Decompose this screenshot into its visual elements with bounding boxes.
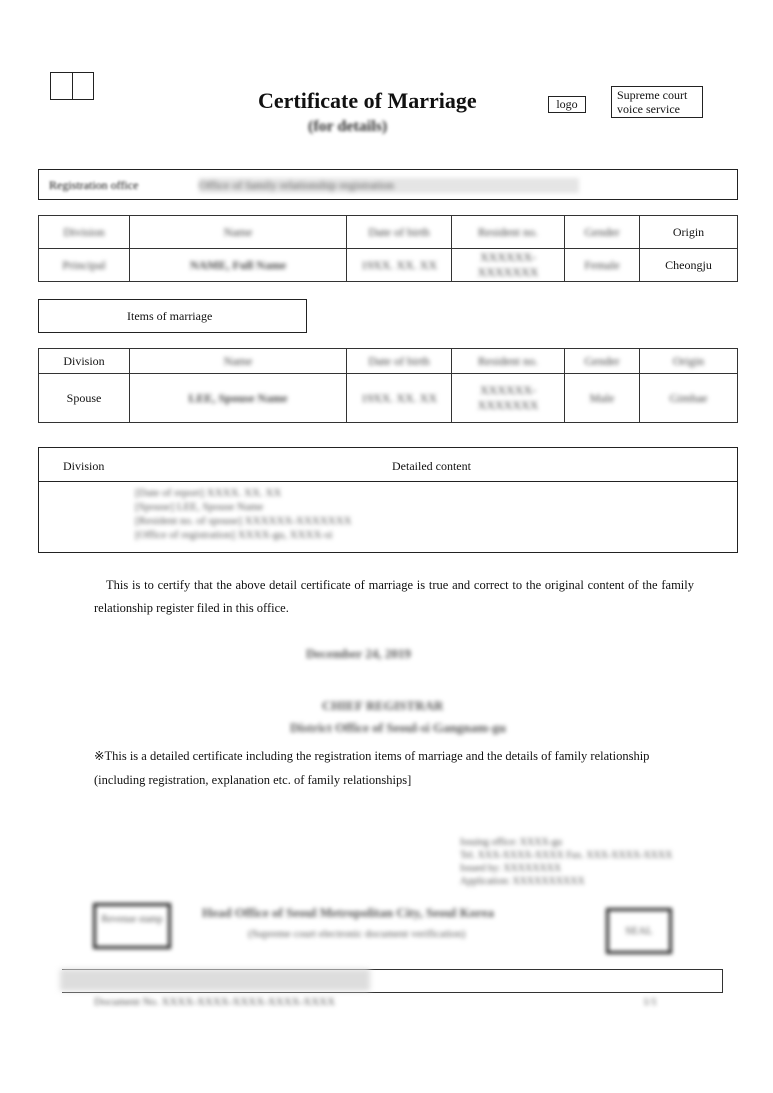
person-header-cell: Division [39, 216, 130, 249]
spouse-header-cell: Resident no. [452, 349, 565, 374]
person-cell: XXXXXX-XXXXXXX [452, 249, 565, 282]
stamp-boxes [50, 72, 94, 100]
footer-info-line: Issued by: XXXXXXXX [460, 863, 562, 874]
detail-line: [Spouse] LEE, Spouse Name [135, 501, 264, 513]
spouse-header-cell: Origin [640, 349, 738, 374]
footer-info [460, 836, 672, 888]
registration-value: Office of family relationship registration [199, 178, 579, 193]
person-header-cell: Gender [565, 216, 640, 249]
official-seal-box: SEAL [606, 908, 672, 954]
person-row [39, 249, 738, 282]
footer-info-line: Tel. XXX-XXXX-XXXX Fax. XXX-XXXX-XXXX [460, 850, 673, 861]
spouse-header-row [39, 349, 738, 374]
seal-sub-text: (Supreme court electronic document verification) [248, 928, 466, 940]
service-box: Supreme court voice service [611, 86, 703, 118]
detail-line: [Date of report] XXXX. XX. XX [135, 487, 282, 499]
person-table [38, 215, 738, 282]
revenue-stamp-box: Revenue stamp [93, 903, 171, 949]
person-cell: Female [565, 249, 640, 282]
person-cell: Cheongju [640, 249, 738, 282]
page-title: Certificate of Marriage [258, 88, 477, 113]
person-cell: NAME, Full Name [130, 249, 347, 282]
footer-info-line: Application: XXXXXXXXXX [460, 876, 585, 887]
spouse-header-cell: Gender [565, 349, 640, 374]
issue-date: December 24, 2019 [306, 646, 411, 661]
detail-line: [Office of registration] XXXX-gu, XXXX-si [135, 529, 333, 541]
page-number: 1/1 [643, 996, 658, 1008]
detail-content [135, 486, 435, 542]
logo-box: logo [548, 96, 586, 113]
issuer-name: CHIEF REGISTRAR [322, 698, 444, 713]
items-of-marriage-box [38, 299, 307, 333]
note-text: ※This is a detailed certificate including the registration items of marriage and the details of family relationship (including registration, explanation etc. of family relationships] [94, 749, 650, 787]
page-subtitle: (for details) [308, 118, 388, 135]
spouse-row [39, 374, 738, 423]
detail-header-division: Division [63, 459, 105, 473]
spouse-cell: Male [565, 374, 640, 423]
spouse-header-cell: Division [39, 349, 130, 374]
person-header-cell: Resident no. [452, 216, 565, 249]
spouse-header-cell: Date of birth [347, 349, 452, 374]
document-number: Document No. XXXX-XXXX-XXXX-XXXX-XXXX [94, 996, 336, 1008]
person-header-cell: Origin [640, 216, 738, 249]
footer-info-line: Issuing office: XXXX-gu [460, 837, 563, 848]
spouse-cell: 19XX. XX. XX [347, 374, 452, 423]
bottom-bar-blur [60, 969, 370, 991]
spouse-header-cell: Name [130, 349, 347, 374]
detail-header-content: Detailed content [392, 459, 471, 473]
person-cell: 19XX. XX. XX [347, 249, 452, 282]
spouse-cell: Gimhae [640, 374, 738, 423]
spouse-cell: LEE, Spouse Name [130, 374, 347, 423]
spouse-table [38, 348, 738, 423]
certify-text: This is to certify that the above detail certificate of marriage is true and correct to the original content of the family relationship register filed in this office. [94, 578, 694, 615]
spouse-cell: Spouse [39, 374, 130, 423]
detail-line: [Resident no. of spouse] XXXXXX-XXXXXXX [135, 515, 352, 527]
person-header-cell: Date of birth [347, 216, 452, 249]
spouse-cell: XXXXXX-XXXXXXX [452, 374, 565, 423]
registration-row [38, 169, 738, 200]
person-header-cell: Name [130, 216, 347, 249]
detail-table [38, 447, 738, 553]
person-cell: Principal [39, 249, 130, 282]
issuer-office: District Office of Seoul-si Gangnam-gu [290, 720, 506, 735]
seal-main-text: Head Office of Seoul Metropolitan City, Seoul Korea [202, 905, 494, 920]
person-header-row [39, 216, 738, 249]
items-of-marriage-label: Items of marriage [127, 309, 213, 323]
registration-label: Registration office [49, 178, 139, 192]
